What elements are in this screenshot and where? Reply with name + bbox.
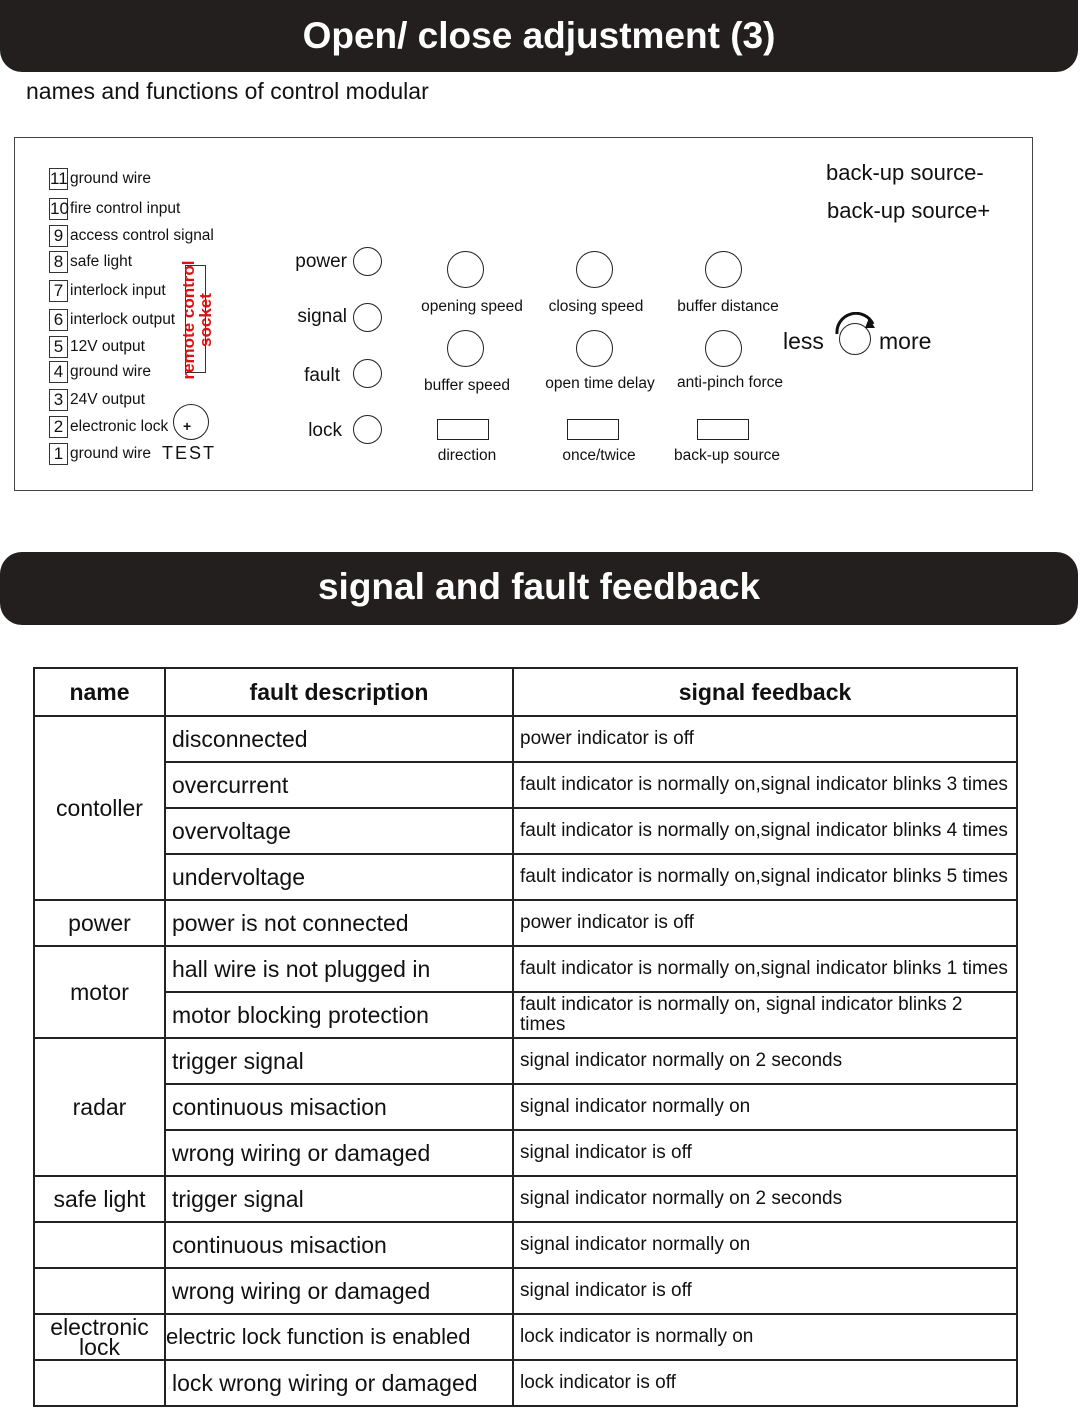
pin-3 [49, 389, 145, 411]
once-twice-switch [567, 419, 619, 440]
page-title: Open/ close adjustment (3) [302, 15, 776, 56]
indicator-signal-label: signal [297, 306, 347, 327]
row-signal: power indicator is off [513, 900, 1017, 946]
backup-source-switch [697, 419, 749, 440]
table-row [34, 1222, 1017, 1268]
direction-label: direction [437, 447, 497, 464]
indicator-fault-label: fault [304, 365, 340, 386]
pin-label: ground wire [70, 363, 151, 380]
pin-number: 9 [49, 225, 68, 247]
pin-label: ground wire [70, 170, 151, 187]
row-fault: wrong wiring or damaged [165, 1268, 513, 1314]
row-name [34, 1268, 165, 1314]
pin-number: 11 [50, 169, 68, 188]
row-signal: fault indicator is normally on,signal indicator blinks 4 times [513, 808, 1017, 854]
plus-sign: + [183, 418, 192, 434]
pin-label: 24V output [70, 391, 145, 408]
opening-speed-knob [447, 251, 484, 288]
row-signal: fault indicator is normally on,signal indicator blinks 3 times [513, 762, 1017, 808]
row-fault: electric lock function is enabled [165, 1314, 513, 1360]
pin-10 [49, 198, 180, 220]
row-fault: trigger signal [165, 1038, 513, 1084]
pin-label: electronic lock [70, 418, 169, 435]
pin-label: safe light [70, 253, 133, 270]
row-fault: disconnected [165, 716, 513, 762]
row-signal: signal indicator is off [513, 1268, 1017, 1314]
pin-1 [49, 443, 151, 465]
row-signal: power indicator is off [513, 716, 1017, 762]
pin-label: interlock input [70, 282, 166, 299]
row-fault: motor blocking protection [165, 992, 513, 1038]
row-fault: overcurrent [165, 762, 513, 808]
row-fault: hall wire is not plugged in [165, 946, 513, 992]
feedback-table [33, 667, 1018, 1407]
table-header-row [34, 668, 1017, 716]
pin-2 [49, 416, 168, 438]
pin-4 [49, 361, 151, 383]
page-title-banner [0, 0, 1078, 72]
table-row [34, 854, 1017, 900]
table-row [34, 1268, 1017, 1314]
anti-pinch-force-label: anti-pinch force [677, 374, 783, 391]
row-signal: fault indicator is normally on,signal indicator blinks 1 times [513, 946, 1017, 992]
header-name: name [34, 668, 165, 716]
opening-speed-label: opening speed [421, 298, 523, 315]
indicator-power-label: power [295, 251, 347, 272]
pin-5 [49, 336, 145, 358]
row-name: safe light [34, 1176, 165, 1222]
pin-7 [49, 280, 166, 302]
power-indicator-led [353, 247, 382, 276]
row-fault: power is not connected [165, 900, 513, 946]
row-fault: wrong wiring or damaged [165, 1130, 513, 1176]
direction-switch [437, 419, 489, 440]
table-row [34, 900, 1017, 946]
backup-source-label: back-up source [674, 447, 780, 464]
table-row [34, 762, 1017, 808]
row-signal: lock indicator is normally on [513, 1314, 1017, 1360]
row-name: motor [34, 946, 165, 1038]
socket-label: remote control socket [179, 260, 215, 380]
row-fault: continuous misaction [165, 1222, 513, 1268]
buffer-speed-knob [447, 330, 484, 367]
pin-number: 5 [49, 336, 68, 358]
table-row [34, 1130, 1017, 1176]
pin-label: access control signal [70, 227, 214, 244]
pin-label: interlock output [70, 311, 176, 328]
dial-arrow-icon [833, 312, 879, 338]
open-time-delay-label: open time delay [545, 375, 655, 392]
backup-source-plus: back-up source+ [827, 198, 991, 223]
table-row [34, 716, 1017, 762]
row-name [34, 1222, 165, 1268]
pin-11 [49, 168, 151, 190]
row-signal: signal indicator normally on 2 seconds [513, 1176, 1017, 1222]
row-name: power [34, 900, 165, 946]
pin-number: 2 [49, 416, 68, 438]
row-signal: fault indicator is normally on,signal indicator blinks 5 times [513, 854, 1017, 900]
table-row [34, 992, 1017, 1038]
pin-6 [49, 309, 175, 331]
row-fault: trigger signal [165, 1176, 513, 1222]
pin-number: 4 [49, 361, 68, 383]
row-name: electronic lock [34, 1314, 165, 1360]
table-row [34, 1084, 1017, 1130]
row-fault: overvoltage [165, 808, 513, 854]
section-title-banner [0, 552, 1078, 625]
table-row [34, 808, 1017, 854]
row-name: contoller [34, 716, 165, 900]
pin-label: ground wire [70, 445, 151, 462]
pin-label: fire control input [70, 200, 181, 217]
control-module-panel [14, 137, 1033, 491]
lock-indicator-led [353, 415, 382, 444]
once-twice-label: once/twice [562, 447, 636, 464]
section-title: signal and fault feedback [317, 566, 761, 607]
row-name: radar [34, 1038, 165, 1176]
header-signal-feedback: signal feedback [513, 668, 1017, 716]
indicator-lock-label: lock [308, 420, 342, 441]
row-signal: fault indicator is normally on, signal indicator blinks 2 times [513, 992, 1017, 1038]
buffer-speed-label: buffer speed [424, 377, 510, 394]
row-signal: signal indicator normally on [513, 1084, 1017, 1130]
less-label: less [783, 328, 824, 354]
table-row [34, 1360, 1017, 1406]
pin-8 [49, 251, 132, 273]
buffer-distance-label: buffer distance [677, 298, 779, 315]
table-row [34, 946, 1017, 992]
signal-indicator-led [353, 303, 382, 332]
row-signal: lock indicator is off [513, 1360, 1017, 1406]
header-fault-description: fault description [165, 668, 513, 716]
open-time-delay-knob [576, 330, 613, 367]
row-fault: continuous misaction [165, 1084, 513, 1130]
closing-speed-label: closing speed [548, 298, 644, 315]
table-row [34, 1314, 1017, 1360]
row-fault: lock wrong wiring or damaged [165, 1360, 513, 1406]
more-label: more [879, 328, 932, 354]
pin-number: 10 [50, 199, 69, 218]
row-signal: signal indicator normally on [513, 1222, 1017, 1268]
fault-indicator-led [353, 359, 382, 388]
pin-number: 1 [49, 443, 68, 465]
table-row [34, 1038, 1017, 1084]
pin-number: 3 [49, 389, 68, 411]
pin-number: 7 [49, 280, 68, 302]
subtitle: names and functions of control modular [26, 78, 429, 104]
buffer-distance-knob [705, 251, 742, 288]
test-label: TEST [162, 443, 217, 463]
pin-label: 12V output [70, 338, 145, 355]
row-name [34, 1360, 165, 1406]
pin-number: 8 [49, 251, 68, 273]
pin-9 [49, 225, 214, 247]
closing-speed-knob [576, 251, 613, 288]
row-fault: undervoltage [165, 854, 513, 900]
anti-pinch-force-knob [705, 330, 742, 367]
table-row [34, 1176, 1017, 1222]
row-signal: signal indicator normally on 2 seconds [513, 1038, 1017, 1084]
backup-source-minus: back-up source- [826, 160, 984, 185]
row-signal: signal indicator is off [513, 1130, 1017, 1176]
pin-number: 6 [49, 309, 68, 331]
